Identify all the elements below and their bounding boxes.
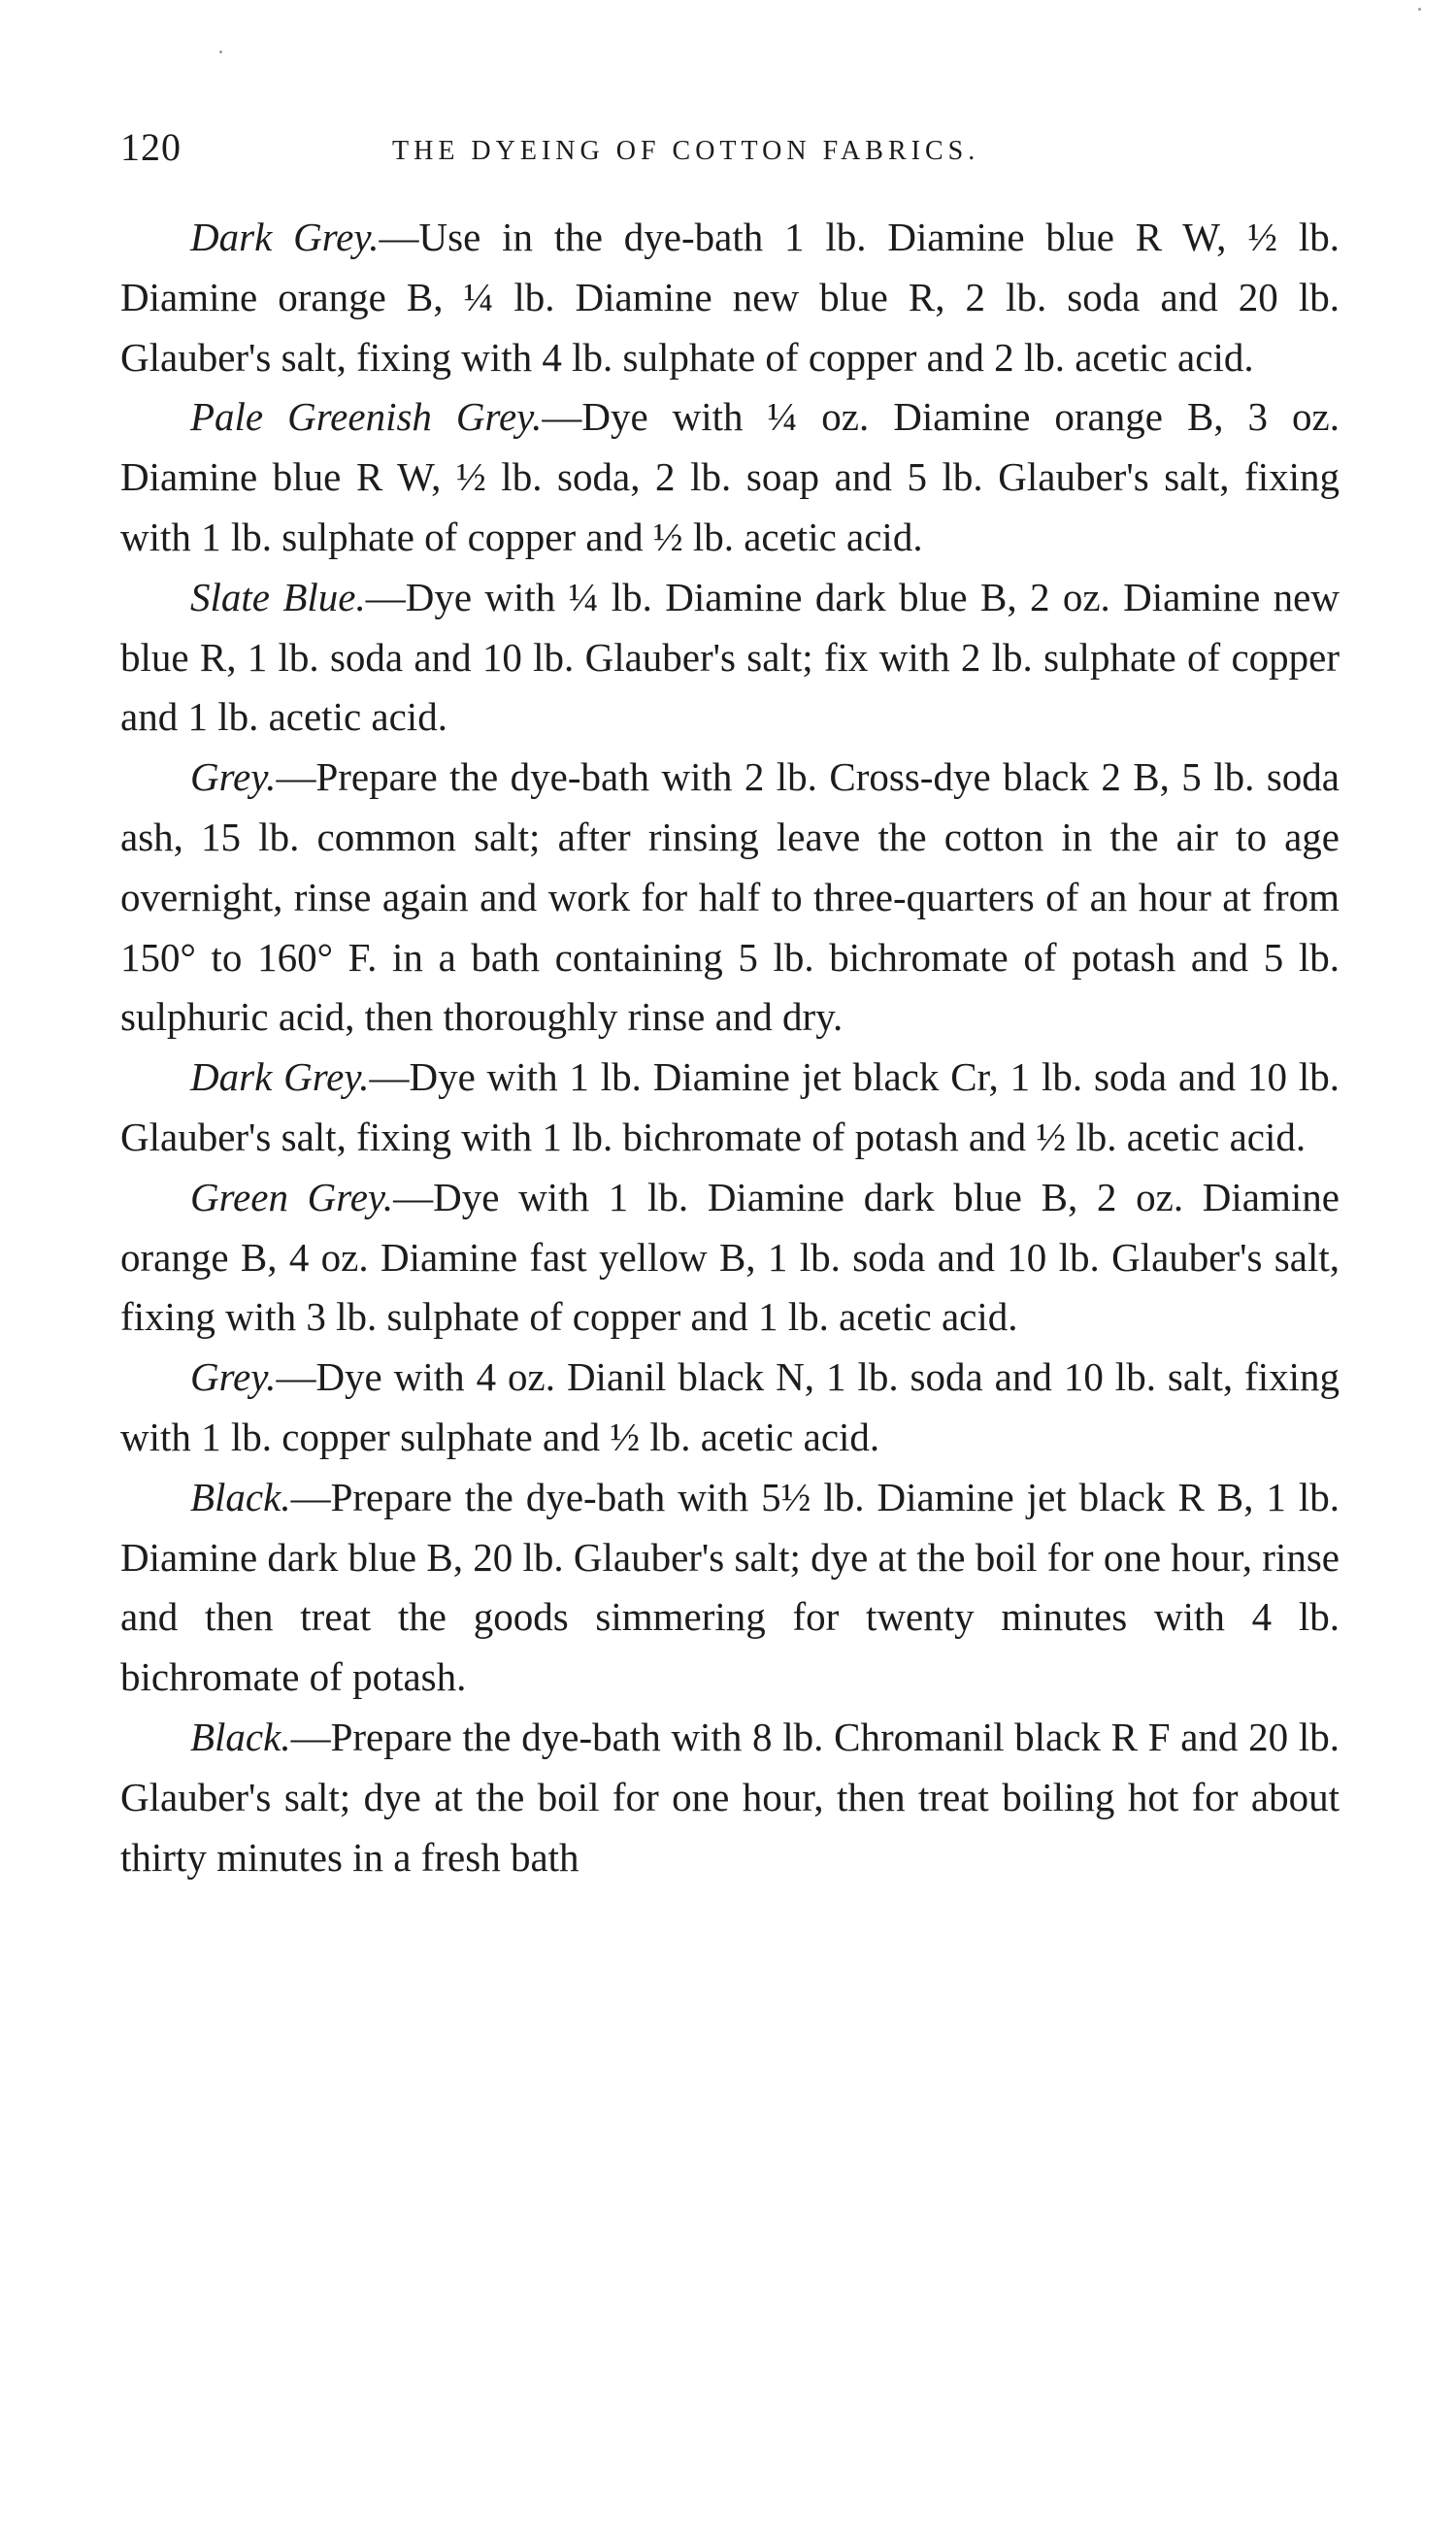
recipe-text: —Dye with 4 oz. Dianil black N, 1 lb. soda and 10 lb. salt, fixing with 1 lb. copper sulphate and ½ lb. acetic acid. bbox=[120, 1354, 1340, 1459]
recipe-term: Dark Grey. bbox=[190, 215, 380, 259]
recipe-text: —Dye with 1 lb. Diamine dark blue B, 2 oz. Diamine orange B, 4 oz. Diamine fast yellow B, 1 lb. soda and 10 lb. Glauber's salt, fixing with 3 lb. sulphate of copper and 1 lb. acetic acid. bbox=[120, 1174, 1340, 1340]
recipe-paragraph-black-2 bbox=[120, 1708, 1340, 1887]
recipe-term: Black. bbox=[190, 1474, 291, 1519]
paper-speck bbox=[219, 50, 222, 53]
paper-speck bbox=[1418, 8, 1421, 11]
page-header bbox=[120, 124, 1340, 183]
recipe-paragraph-dark-grey-2 bbox=[120, 1048, 1340, 1168]
recipe-term: Pale Greenish Grey. bbox=[190, 394, 543, 440]
recipe-term: Green Grey. bbox=[190, 1174, 394, 1219]
recipe-term: Grey. bbox=[190, 1354, 277, 1400]
recipe-text: —Dye with ¼ lb. Diamine dark blue B, 2 oz. Diamine new blue R, 1 lb. soda and 10 lb. Glauber's salt; fix with 2 lb. sulphate of copper and 1 lb. acetic acid. bbox=[120, 574, 1340, 740]
recipe-term: Grey. bbox=[190, 754, 277, 800]
recipe-text: —Dye with ¼ oz. Diamine orange B, 3 oz. Diamine blue R W, ½ lb. soda, 2 lb. soap and 5 lb. Glauber's salt, fixing with 1 lb. sulphate of copper and ½ lb. acetic acid. bbox=[120, 394, 1340, 559]
recipe-text: —Dye with 1 lb. Diamine jet black Cr, 1 lb. soda and 10 lb. Glauber's salt, fixing with 1 lb. bichromate of potash and ½ lb. acetic acid. bbox=[120, 1054, 1340, 1159]
body-text bbox=[120, 208, 1340, 1887]
page-number: 120 bbox=[120, 125, 182, 169]
recipe-paragraph-grey-2 bbox=[120, 1348, 1340, 1468]
recipe-text: —Prepare the dye-bath with 2 lb. Cross-dye black 2 B, 5 lb. soda ash, 15 lb. common salt; after rinsing leave the cotton in the air to age overnight, rinse again and work for half to three-quarters of an hour at from 150° to 160° F. in a bath containing 5 lb. bichromate of potash and 5 lb. sulphuric acid, then thoroughly rinse and dry. bbox=[120, 754, 1340, 1040]
recipe-term: Slate Blue. bbox=[190, 574, 366, 619]
recipe-paragraph-dark-grey bbox=[120, 208, 1340, 387]
recipe-paragraph-green-grey bbox=[120, 1168, 1340, 1348]
recipe-paragraph-slate-blue bbox=[120, 568, 1340, 748]
recipe-paragraph-grey bbox=[120, 748, 1340, 1048]
recipe-text: —Use in the dye-bath 1 lb. Diamine blue R W, ½ lb. Diamine orange B, ¼ lb. Diamine new blue R, 2 lb. soda and 20 lb. Glauber's salt, fixing with 4 lb. sulphate of copper and 2 lb. acetic acid. bbox=[120, 215, 1340, 380]
recipe-paragraph-pale-greenish-grey bbox=[120, 387, 1340, 567]
recipe-text: —Prepare the dye-bath with 8 lb. Chromanil black R F and 20 lb. Glauber's salt; dye at the boil for one hour, then treat boiling hot for about thirty minutes in a fresh bath bbox=[120, 1714, 1340, 1880]
recipe-paragraph-black bbox=[120, 1468, 1340, 1708]
recipe-term: Dark Grey. bbox=[190, 1054, 370, 1100]
running-title: THE DYEING OF COTTON FABRICS. bbox=[392, 136, 980, 166]
recipe-text: —Prepare the dye-bath with 5½ lb. Diamine jet black R B, 1 lb. Diamine dark blue B, 20 lb. Glauber's salt; dye at the boil for one hour, rinse and then treat the goods simmering for twenty minutes with 4 lb. bichromate of potash. bbox=[120, 1474, 1340, 1700]
recipe-term: Black. bbox=[190, 1714, 291, 1759]
